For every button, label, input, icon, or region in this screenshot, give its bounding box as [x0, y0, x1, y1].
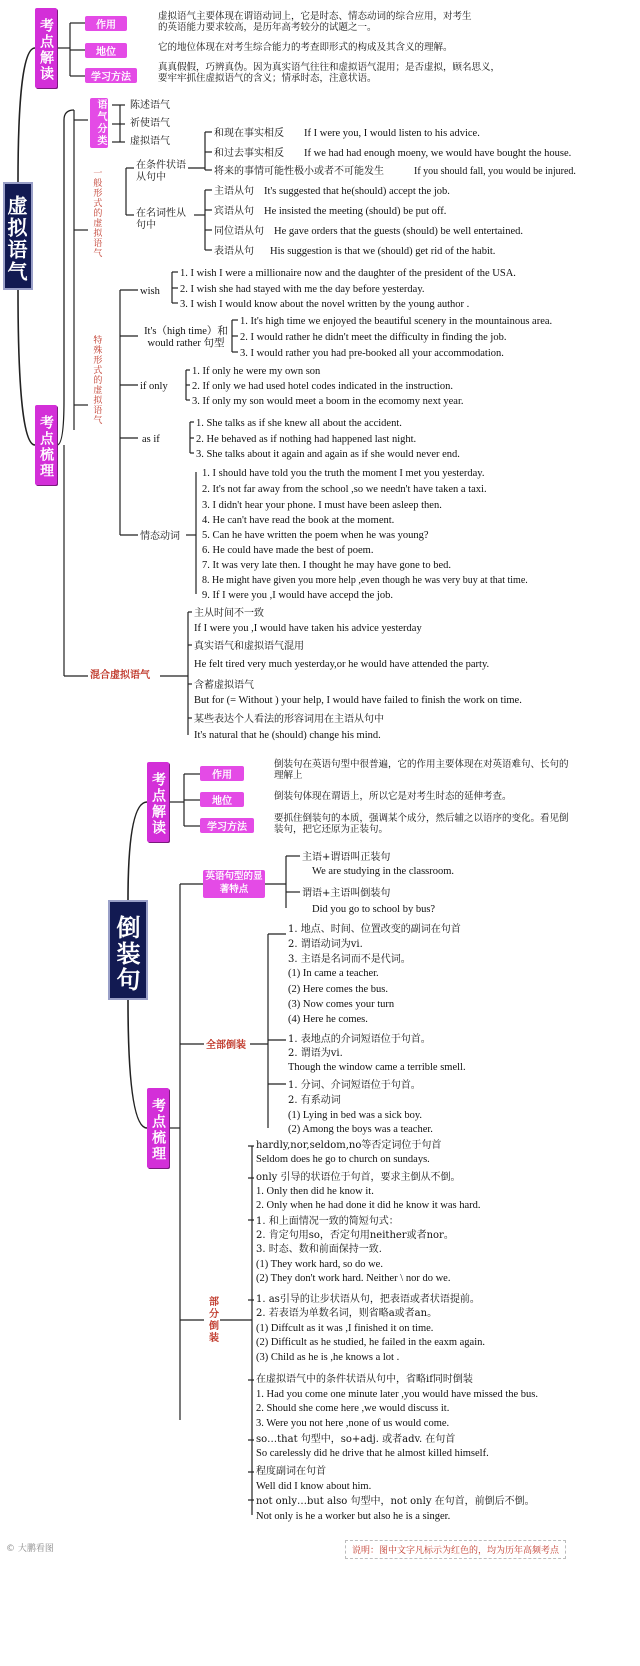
hightime-example-2: 2. I would rather he didn't meet the difficulty in finding the job.: [240, 332, 507, 343]
feature-inverted-label: 谓语+主语叫倒装句: [302, 888, 391, 899]
mixed-label-1: 主从时间不一致: [194, 608, 264, 619]
noun-label-predicative: 表语从句: [214, 246, 254, 257]
full-inversion-line-9: 2. 谓语为vi.: [288, 1048, 343, 1059]
hightime-example-3: 3. I would rather you had pre-booked all your accommodation.: [240, 348, 504, 359]
special-label-modal: 情态动词: [140, 531, 180, 542]
full-inversion-line-11: 1. 分词、介词短语位于句首。: [288, 1080, 421, 1091]
label-role: 作用: [85, 16, 127, 31]
mood-category-label: 语气分类: [90, 98, 108, 148]
noun-example-predicative: His suggestion is that we (should) get rid of the habit.: [270, 246, 496, 257]
full-inversion-line-10: Though the window came a terrible smell.: [288, 1062, 466, 1073]
full-inversion-line-14: (2) Among the boys was a teacher.: [288, 1124, 433, 1135]
partial-inversion-line-7: 2. 肯定句用so，否定句用neither或者nor。: [256, 1230, 454, 1241]
partial-inversion-line-11: 1. as引导的让步状语从句，把表语或者状语提前。: [256, 1294, 480, 1305]
partial-inversion-line-12: 2. 若表语为单数名词，则省略a或者an。: [256, 1308, 438, 1319]
subjunctive-title: 虚拟语气: [3, 182, 33, 290]
noun-label-appositive: 同位语从句: [214, 226, 264, 237]
feature-inverted-example: Did you go to school by bus?: [312, 904, 436, 915]
full-inversion-line-4: (1) In came a teacher.: [288, 968, 379, 979]
inversion-analysis-title: 考点解读: [147, 762, 169, 842]
mixed-example-1: If I were you ,I would have taken his advice yesterday: [194, 623, 422, 634]
partial-inversion-line-2: Seldom does he go to church on sundays.: [256, 1154, 430, 1165]
partial-inversion-line-4: 1. Only then did he know it.: [256, 1186, 374, 1197]
inv-label-status: 地位: [200, 792, 244, 807]
asif-example-2: 2. He behaved as if nothing had happened last night.: [196, 434, 417, 445]
full-inversion-line-12: 2. 有系动词: [288, 1095, 341, 1106]
cond-label-present: 和现在事实相反: [214, 128, 284, 139]
partial-inversion-line-19: 3. Were you not here ,none of us would come.: [256, 1418, 450, 1429]
partial-inversion-line-25: Not only is he a worker but also he is a singer.: [256, 1511, 451, 1522]
hightime-example-1: 1. It's high time we enjoyed the beautiful scenery in the mountainous area.: [240, 316, 553, 327]
ifonly-example-2: 2. If only we had used hotel codes indicated in the instruction.: [192, 381, 453, 392]
full-inversion-line-8: 1. 表地点的介词短语位于句首。: [288, 1034, 431, 1045]
label-method: 学习方法: [85, 68, 137, 83]
modal-example-7: 7. It was very late then. I thought he may have gone to bed.: [202, 560, 452, 571]
inv-role-text: 倒装句在英语句型中很普遍，它的作用主要体现在对英语难句、长句的理解上: [274, 759, 569, 781]
modal-example-3: 3. I didn't hear your phone. I must have been asleep then.: [202, 500, 442, 511]
modal-example-9: 9. If I were you ,I would have accepd the job.: [202, 590, 393, 601]
wish-example-2: 2. I wish she had stayed with me the day before yesterday.: [180, 284, 425, 295]
partial-inversion-line-9: (1) They work hard, so do we.: [256, 1259, 383, 1270]
special-label-as-if: as if: [142, 434, 160, 445]
analysis-status-text: 它的地位体现在对考生综合能力的考查即形式的构成及其含义的理解。: [158, 42, 453, 53]
inv-method-text: 要抓住倒装句的本质，强调某个成分，然后辅之以语序的变化。看见倒装句，把它还原为正装句。: [274, 813, 569, 835]
noun-example-appositive: He gave orders that the guests (should) be well entertained.: [274, 226, 524, 237]
general-form-label: 一般形式的虚拟语气: [91, 168, 102, 258]
partial-inversion-line-17: 1. Had you come one minute later ,you would have missed the bus.: [256, 1389, 538, 1400]
watermark: © 大鹏看图: [6, 1544, 54, 1554]
inversion-review-title: 考点梳理: [147, 1088, 169, 1168]
mixed-label-2: 真实语气和虚拟语气混用: [194, 641, 304, 652]
modal-example-2: 2. It's not far away from the school ,so we needn't have taken a taxi.: [202, 484, 487, 495]
subjunctive-review-title: 考点梳理: [35, 405, 57, 485]
full-inversion-line-13: (1) Lying in bed was a sick boy.: [288, 1110, 423, 1121]
inv-status-text: 倒装句体现在谓语上，所以它是对考生时态的延伸考查。: [274, 791, 512, 802]
full-inversion-line-1: 1. 地点、时间、位置改变的副词在句首: [288, 924, 461, 935]
inv-label-method: 学习方法: [200, 818, 254, 833]
noun-label-object: 宾语从句: [214, 206, 254, 217]
conditional-clause-label: 在条件状语从句中: [136, 160, 186, 183]
partial-inversion-line-23: Well did I know about him.: [256, 1481, 372, 1492]
partial-inversion-line-1: hardly,nor,seldom,no等否定词位于句首: [256, 1140, 442, 1151]
modal-example-5: 5. Can he have written the poem when he was young?: [202, 530, 429, 541]
partial-inversion-line-6: 1. 和上面情况一致的简短句式：: [256, 1216, 399, 1227]
mixed-subjunctive-label: 混合虚拟语气: [90, 670, 150, 681]
inv-label-role: 作用: [200, 766, 244, 781]
feature-normal-label: 主语+谓语叫正装句: [302, 852, 391, 863]
subjunctive-analysis-title: 考点解读: [35, 8, 57, 88]
modal-example-1: 1. I should have told you the truth the moment I met you yesterday.: [202, 468, 485, 479]
wish-example-1: 1. I wish I were a millionaire now and the daughter of the president of the USA.: [180, 268, 516, 279]
ifonly-example-1: 1. If only he were my own son: [192, 366, 321, 377]
asif-example-1: 1. She talks as if she knew all about the accident.: [196, 418, 402, 429]
special-label-if-only: if only: [140, 381, 168, 392]
cond-label-past: 和过去事实相反: [214, 148, 284, 159]
mood-indicative: 陈述语气: [130, 100, 170, 111]
full-inversion-line-7: (4) Here he comes.: [288, 1014, 368, 1025]
noun-example-object: He insisted the meeting (should) be put off.: [264, 206, 447, 217]
mixed-example-4: It's natural that he (should) change his mind.: [194, 730, 381, 741]
modal-example-6: 6. He could have made the best of poem.: [202, 545, 374, 556]
cond-example-present: If I were you, I would listen to his advice.: [304, 128, 480, 139]
special-form-label: 特殊形式的虚拟语气: [91, 335, 102, 425]
partial-inversion-line-16: 在虚拟语气中的条件状语从句中，省略if同时倒装: [256, 1374, 473, 1385]
partial-inversion-line-15: (3) Child as he is ,he knows a lot .: [256, 1352, 400, 1363]
noun-label-subject: 主语从句: [214, 186, 254, 197]
full-inversion-line-3: 3. 主语是名词而不是代词。: [288, 954, 411, 965]
feature-label: 英语句型的显著特点: [203, 870, 265, 898]
partial-inversion-line-22: 程度副词在句首: [256, 1466, 326, 1477]
partial-inversion-line-5: 2. Only when he had done it did he know it was hard.: [256, 1200, 481, 1211]
partial-inversion-label: 部分倒装: [206, 1296, 218, 1344]
modal-example-8: 8. He might have given you more help ,even though he was very buy at that time.: [202, 575, 528, 586]
cond-example-future: If you should fall, you would be injured.: [414, 166, 576, 177]
analysis-method-text: 真真假假，巧辨真伪。因为真实语气往往和虚拟语气混用；是否虚拟，顾名思义，要牢牢抓住虚拟语气的含义；情承时态，注意状语。: [158, 62, 501, 84]
partial-inversion-line-21: So carelessly did he drive that he almost killed himself.: [256, 1448, 489, 1459]
wish-example-3: 3. I wish I would know about the novel written by the young author .: [180, 299, 470, 310]
special-label-wish: wish: [140, 286, 160, 297]
noun-clause-label: 在名词性从句中: [136, 208, 186, 231]
feature-normal-example: We are studying in the classroom.: [312, 866, 455, 877]
full-inversion-line-2: 2. 谓语动词为vi.: [288, 939, 363, 950]
asif-example-3: 3. She talks about it again and again as if she would never end.: [196, 449, 460, 460]
partial-inversion-line-14: (2) Difficult as he studied, he failed in the eaxm again.: [256, 1337, 485, 1348]
mood-imperative: 祈使语气: [130, 118, 170, 129]
analysis-role-text: 虚拟语气主要体现在谓语动词上，它是时态、情态动词的综合应用，对考生的英语能力要求较高，是历年高考较分的试题之一。: [158, 11, 472, 33]
mood-subjunctive: 虚拟语气: [130, 136, 170, 147]
mixed-label-3: 含蓄虚拟语气: [194, 680, 254, 691]
label-status: 地位: [85, 43, 127, 58]
full-inversion-label: 全部倒装: [206, 1040, 246, 1051]
partial-inversion-line-24: not only…but also 句型中，not only 在句首，前倒后不倒。: [256, 1496, 535, 1507]
footer-note: 说明：图中文字凡标示为红色的，均为历年高频考点: [345, 1540, 566, 1559]
ifonly-example-3: 3. If only my son would meet a boom in the ecomomy next year.: [192, 396, 464, 407]
inversion-title: 倒装句: [108, 900, 148, 1000]
partial-inversion-line-18: 2. Should she come here ,we would discuss it.: [256, 1403, 450, 1414]
full-inversion-line-6: (3) Now comes your turn: [288, 999, 395, 1010]
mixed-label-4: 某些表达个人看法的形容词用在主语从句中: [194, 714, 384, 725]
cond-label-future: 将来的事情可能性极小或者不可能发生: [214, 166, 384, 177]
partial-inversion-line-20: so…that 句型中，so+adj. 或者adv. 在句首: [256, 1434, 456, 1445]
cond-example-past: If we had had enough moeny, we would have bought the house.: [304, 148, 572, 159]
modal-example-4: 4. He can't have read the book at the moment.: [202, 515, 395, 526]
partial-inversion-line-10: (2) They don't work hard. Neither \ nor do we.: [256, 1273, 451, 1284]
mixed-example-2: He felt tired very much yesterday,or he would have attended the party.: [194, 659, 490, 670]
partial-inversion-line-8: 3. 时态、数和前面保持一致.: [256, 1244, 382, 1255]
mixed-example-3: But for (= Without ) your help, I would have failed to finish the work on time.: [194, 695, 522, 706]
full-inversion-line-5: (2) Here comes the bus.: [288, 984, 389, 995]
special-label-high-time: It's（high time）和 would rather 句型: [144, 326, 228, 350]
partial-inversion-line-13: (1) Diffcult as it was ,I finished it on time.: [256, 1323, 434, 1334]
noun-example-subject: It's suggested that he(should) accept the job.: [264, 186, 450, 197]
partial-inversion-line-3: only 引导的状语位于句首，要求主倒从不倒。: [256, 1172, 461, 1183]
